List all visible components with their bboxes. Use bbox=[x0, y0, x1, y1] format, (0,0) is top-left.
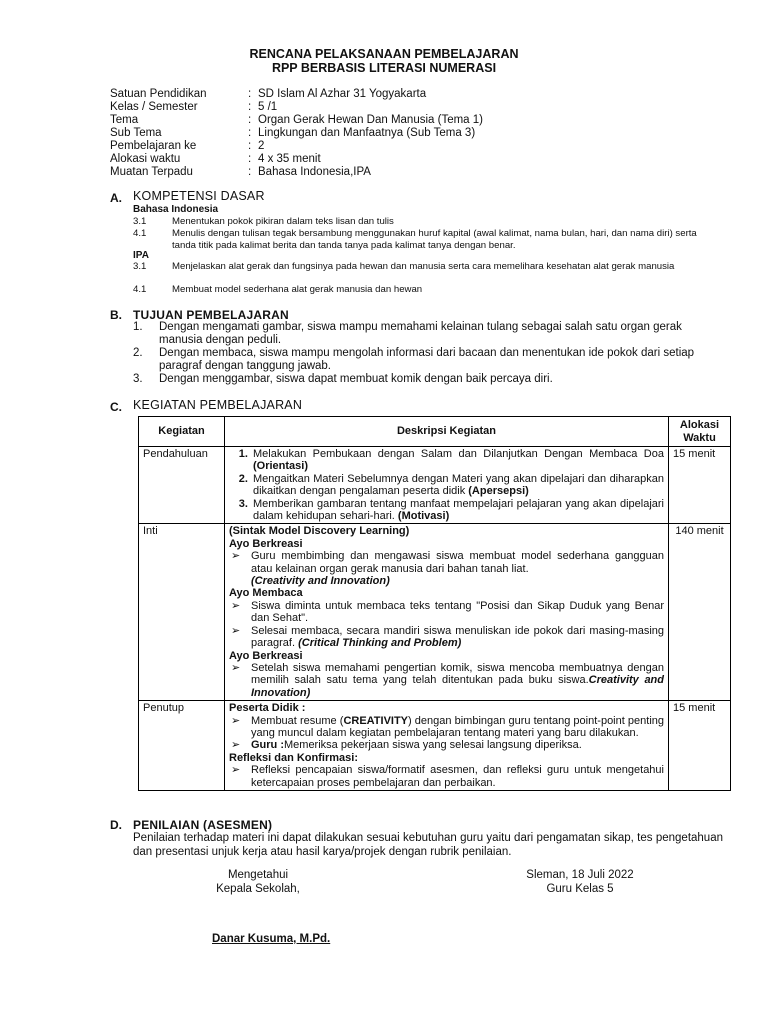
section-d-letter: D. bbox=[110, 818, 122, 832]
table-row bbox=[139, 447, 731, 524]
column-header: Alokasi Waktu bbox=[669, 417, 731, 447]
item-tag: Guru : bbox=[251, 739, 284, 752]
activity-description bbox=[225, 447, 669, 524]
kd-number: 3.1 bbox=[133, 216, 147, 227]
identity-value: Organ Gerak Hewan Dan Manusia (Tema 1) bbox=[258, 114, 483, 126]
activity-name: Penutup bbox=[139, 701, 225, 791]
list-item bbox=[251, 473, 664, 498]
identity-value: 2 bbox=[258, 140, 265, 152]
list-item bbox=[229, 739, 664, 751]
kd-number: 4.1 bbox=[133, 228, 147, 239]
identity-colon: : bbox=[248, 88, 252, 100]
item-text: Selesai membaca, secara mandiri siswa menuliskan ide pokok dari masing-masing paragraf. bbox=[251, 624, 664, 650]
identity-key: Satuan Pendidikan bbox=[110, 88, 207, 100]
kd-text: Menulis dengan tulisan tegak bersambung menggunakan huruf kapital (awal kalimat, nama bulan, hari, dan nama diri) serta tanda titik pada kalimat berita dan tanda tanya pada kalimat tanya dengan benar. bbox=[172, 228, 697, 251]
signature-left-line2: Kepala Sekolah, bbox=[216, 883, 300, 895]
item-tag: Creativity and Innovation) bbox=[251, 674, 664, 699]
list-item bbox=[229, 550, 664, 587]
identity-key: Pembelajaran ke bbox=[110, 140, 197, 152]
objective-text: Dengan membaca, siswa mampu mengolah informasi dari bacaan dan menentukan ide pokok dari setiap paragraf dengan tanggung jawab. bbox=[159, 347, 695, 372]
list-item bbox=[229, 625, 664, 650]
identity-value: 5 /1 bbox=[258, 101, 278, 113]
identity-colon: : bbox=[248, 153, 252, 165]
kd-number: 3.1 bbox=[133, 261, 147, 272]
document-subtitle: RPP BERBASIS LITERASI NUMERASI bbox=[271, 61, 497, 75]
block-heading: Peserta Didik : bbox=[229, 702, 306, 715]
item-text: Siswa diminta untuk membaca teks tentang "Posisi dan Sikap Duduk yang Benar dan Sehat". bbox=[251, 599, 664, 625]
arrow-bullet-icon: ➢ bbox=[231, 599, 241, 612]
assessment-paragraph: Penilaian terhadap materi ini dapat dilakukan sesuai kebutuhan guru yaitu dari pengamatan sikap, tes pengetahuan dan presentasi unjuk kerja atau hasil karya/projek dengan rubrik penilaian. bbox=[133, 832, 723, 858]
item-tag: (Critical Thinking and Problem) bbox=[298, 637, 462, 650]
item-tag: (Apersepsi) bbox=[468, 485, 529, 498]
identity-colon: : bbox=[248, 127, 252, 139]
arrow-bullet-icon: ➢ bbox=[231, 550, 241, 563]
kd-text: Menjelaskan alat gerak dan fungsinya pada hewan dan manusia serta cara memelihara kesehatan alat gerak manusia bbox=[172, 261, 675, 272]
activity-name: Pendahuluan bbox=[139, 447, 225, 524]
objective-text: Dengan mengamati gambar, siswa mampu memahami kelainan tulang sebagai salah satu organ gerak manusia dengan peduli. bbox=[159, 321, 682, 346]
objective-number: 2. bbox=[133, 347, 143, 359]
activity-name: Inti bbox=[139, 524, 225, 701]
item-text: Setelah siswa memahami pengertian komik, siswa mencoba membuatnya dengan memilih salah satu tema yang telah ditentukan pada buku siswa. bbox=[251, 661, 664, 687]
list-item bbox=[251, 448, 664, 473]
section-d-title: PENILAIAN (ASESMEN) bbox=[133, 818, 273, 832]
identity-value: SD Islam Al Azhar 31 Yogyakarta bbox=[258, 88, 427, 100]
column-header: Kegiatan bbox=[139, 417, 225, 447]
arrow-bullet-icon: ➢ bbox=[231, 661, 241, 674]
identity-key: Alokasi waktu bbox=[110, 153, 181, 165]
identity-key: Sub Tema bbox=[110, 127, 162, 139]
list-item bbox=[229, 715, 664, 740]
item-text: ) dengan bimbingan guru tentang point-point penting yang muncul dalam kegiatan pembelajaran tentang materi yang baru dilakukan. bbox=[251, 714, 665, 739]
item-tag: (Orientasi) bbox=[253, 460, 309, 473]
activity-description bbox=[225, 524, 669, 701]
item-text: Memeriksa pekerjaan siswa yang selesai langsung diperiksa. bbox=[284, 739, 582, 752]
table-row bbox=[139, 701, 731, 791]
activity-description bbox=[225, 701, 669, 791]
item-text: Memberikan gambaran tentang manfaat mempelajari pelajaran yang akan dipelajari dalam kehidupan sehari-hari. bbox=[253, 497, 664, 523]
item-text: Guru membimbing dan mengawasi siswa membuat model sederhana gangguan atau kelainan organ gerak manusia dari bahan tanah liat. bbox=[251, 550, 664, 575]
section-b-letter: B. bbox=[110, 308, 122, 322]
item-tag: CREATIVITY bbox=[343, 714, 409, 727]
kd-number: 4.1 bbox=[133, 284, 147, 295]
section-c-letter: C. bbox=[110, 400, 122, 414]
arrow-bullet-icon: ➢ bbox=[231, 714, 241, 727]
section-c-title: KEGIATAN PEMBELAJARAN bbox=[133, 398, 303, 412]
identity-value: Lingkungan dan Manfaatnya (Sub Tema 3) bbox=[258, 127, 476, 139]
objective-number: 1. bbox=[133, 321, 143, 333]
kd-text: Membuat model sederhana alat gerak manusia dan hewan bbox=[172, 284, 423, 295]
list-item bbox=[229, 600, 664, 625]
identity-key: Tema bbox=[110, 114, 139, 126]
activity-time: 15 menit bbox=[669, 701, 731, 791]
identity-key: Muatan Terpadu bbox=[110, 166, 193, 178]
model-heading: (Sintak Model Discovery Learning) bbox=[229, 525, 410, 538]
subject-heading: Bahasa Indonesia bbox=[133, 204, 219, 215]
item-text: Mengaitkan Materi Sebelumnya dengan Materi yang akan dipelajari dan diharapkan dikaitkan dengan pengalaman peserta didik bbox=[253, 472, 664, 498]
section-a-title: KOMPETENSI DASAR bbox=[133, 189, 265, 203]
principal-name: Danar Kusuma, M.Pd. bbox=[212, 933, 331, 945]
section-b-title: TUJUAN PEMBELAJARAN bbox=[133, 308, 289, 322]
identity-colon: : bbox=[248, 140, 252, 152]
objective-text: Dengan menggambar, siswa dapat membuat komik dengan baik percaya diri. bbox=[159, 373, 553, 385]
list-item bbox=[229, 764, 664, 789]
item-text: Refleksi pencapaian siswa/formatif asesmen, dan refleksi guru untuk mengetahui ketercapaian proses pembelajaran dan perbaikan. bbox=[251, 764, 664, 789]
column-header: Deskripsi Kegiatan bbox=[225, 417, 669, 447]
item-text: Membuat resume ( bbox=[251, 714, 344, 727]
identity-colon: : bbox=[248, 101, 252, 113]
item-tag: (Motivasi) bbox=[397, 510, 450, 523]
table-row bbox=[139, 524, 731, 701]
block-heading: Ayo Berkreasi bbox=[229, 649, 303, 662]
activity-time: 15 menit bbox=[669, 447, 731, 524]
identity-colon: : bbox=[248, 114, 252, 126]
activity-time: 140 menit bbox=[669, 524, 731, 701]
item-text: Melakukan Pembukaan dengan Salam dan Dilanjutkan Dengan Membaca Doa bbox=[253, 448, 664, 460]
item-tag: (Creativity and Innovation) bbox=[251, 575, 390, 588]
identity-key: Kelas / Semester bbox=[110, 101, 198, 113]
identity-value: 4 x 35 menit bbox=[258, 153, 321, 165]
signature-right-line2: Guru Kelas 5 bbox=[546, 883, 614, 895]
kd-text: Menentukan pokok pikiran dalam teks lisan dan tulis bbox=[172, 216, 394, 227]
table-header-row bbox=[139, 417, 731, 447]
objective-number: 3. bbox=[133, 373, 143, 385]
block-heading: Ayo Berkreasi bbox=[229, 537, 303, 550]
arrow-bullet-icon: ➢ bbox=[231, 739, 241, 752]
signature-left-line1: Mengetahui bbox=[227, 869, 289, 881]
arrow-bullet-icon: ➢ bbox=[231, 624, 241, 637]
block-heading: Refleksi dan Konfirmasi: bbox=[229, 751, 358, 764]
section-a-letter: A. bbox=[110, 191, 122, 205]
activities-table bbox=[138, 416, 731, 791]
list-item bbox=[229, 662, 664, 699]
signature-right-line1: Sleman, 18 Juli 2022 bbox=[526, 869, 634, 881]
arrow-bullet-icon: ➢ bbox=[231, 764, 241, 777]
identity-value: Bahasa Indonesia,IPA bbox=[258, 166, 371, 178]
document-title: RENCANA PELAKSANAAN PEMBELAJARAN bbox=[249, 47, 519, 61]
subject-heading: IPA bbox=[133, 250, 149, 261]
list-item bbox=[251, 498, 664, 523]
block-heading: Ayo Membaca bbox=[229, 587, 303, 600]
identity-colon: : bbox=[248, 166, 252, 178]
